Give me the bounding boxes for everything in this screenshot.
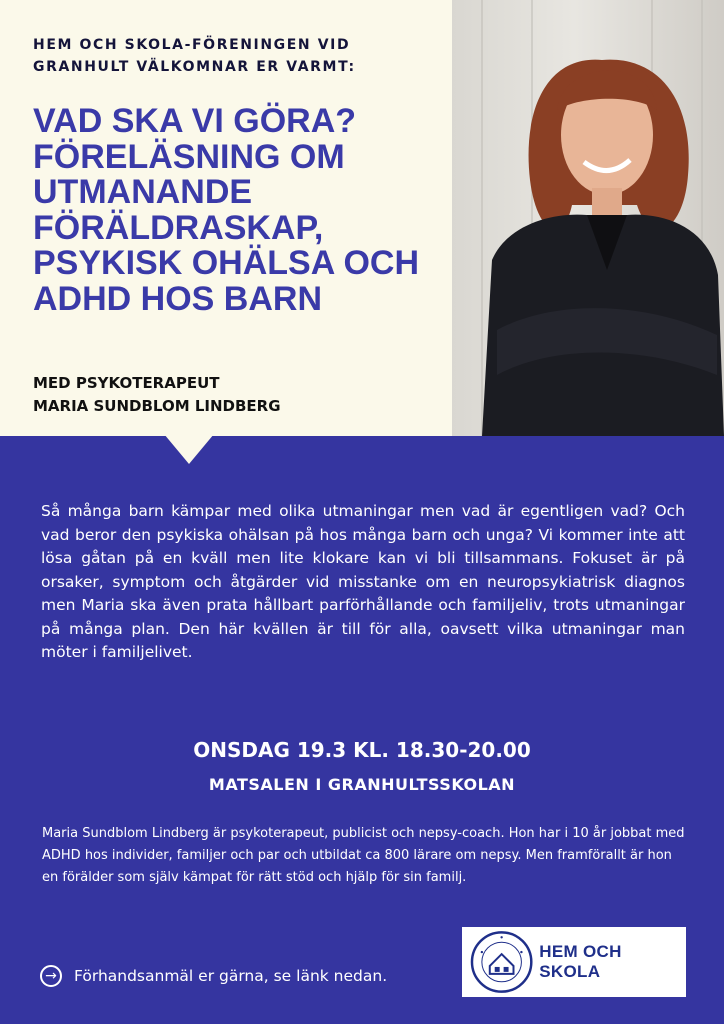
arrow-right-circle-icon: → (40, 965, 62, 987)
speaker-bio: Maria Sundblom Lindberg är psykoterapeut, publicist och nepsy-coach. Hon har i 10 år jobbat med ADHD hos individer, familjer och par och utbildat ca 800 lärare om nepsy. Men framförallt är hon en förälder som själv kämpat för rätt stöd och hjälp för sin familj. (42, 826, 685, 885)
title-line: FÖRELÄSNING OM (33, 137, 345, 176)
title-line: ADHD HOS BARN (33, 279, 322, 318)
event-venue: MATSALEN I GRANHULTSSKOLAN (208, 775, 516, 794)
title-line: VAD SKA VI GÖRA? (33, 102, 357, 140)
event-date: ONSDAG 19.3 KL. 18.30-20.00 (193, 738, 531, 762)
speaker-line-1: MED PSYKOTERAPEUT (33, 374, 220, 392)
speaker-info (33, 372, 433, 418)
hem-och-skola-logo (462, 927, 686, 997)
logo-text: HEM OCH SKOLA (539, 942, 622, 981)
title-line: UTMANANDE (33, 173, 253, 211)
registration-call-to-action[interactable] (40, 965, 387, 987)
cta-text: Förhandsanmäl er gärna, se länk nedan. (74, 967, 388, 985)
title-line: FÖRÄLDRASKAP, (33, 208, 324, 247)
intro-text (33, 34, 433, 78)
event-description: Så många barn kämpar med olika utmaningar men vad är egentligen vad? Och vad beror den psykiska ohälsan på hos många barn och unga? Vi kommer inte att lösa gåtan på en kväll men lite klokare kan vi bli tillsammans. Fokuset är på orsaker, symptom och åtgärder vid misstanke om en neuropsykiatrisk diagnos men Maria ska även prata hållbart parförhållande och familjeliv, trots utmaningar på många plan. Den här kvällen är till för alla, oavsett vilka utmaningar man möter i familjelivet. (41, 502, 685, 661)
speaker-photo (452, 0, 724, 436)
logo-seal-icon (470, 930, 533, 994)
intro-line-1: HEM OCH SKOLA-FÖRENINGEN VID (33, 37, 351, 53)
speaker-portrait-illustration (452, 0, 724, 436)
intro-line-2: GRANHULT VÄLKOMNAR ER VARMT: (33, 59, 356, 75)
speaker-line-2: MARIA SUNDBLOM LINDBERG (33, 397, 281, 415)
speech-pointer (164, 434, 214, 464)
title-line: PSYKISK OHÄLSA OCH (33, 244, 420, 282)
page-title (33, 104, 453, 317)
